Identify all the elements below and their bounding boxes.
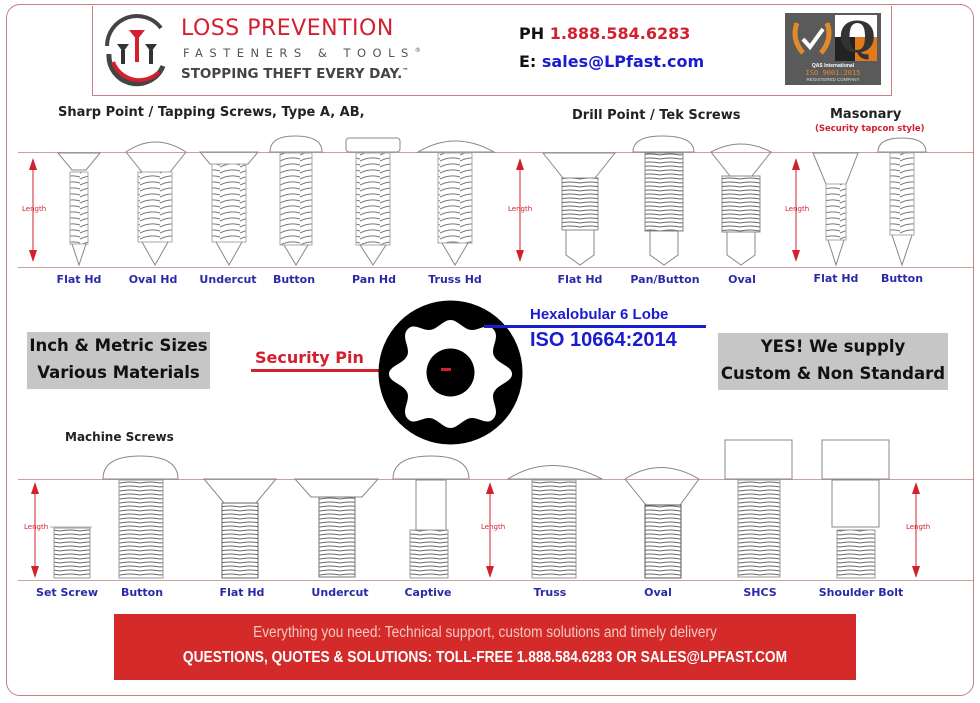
brand-subtitle-text: FASTENERS & TOOLS bbox=[183, 46, 415, 60]
length-label: Length bbox=[906, 523, 931, 531]
length-label: Length bbox=[508, 205, 533, 213]
tagline-text: STOPPING THEFT EVERY DAY. bbox=[181, 66, 403, 82]
iso-standard: ISO 10664:2014 bbox=[530, 329, 677, 351]
length-label: Length bbox=[22, 205, 47, 213]
trademark: ™ bbox=[402, 67, 409, 75]
screw-label: Captive bbox=[404, 586, 452, 599]
screw-label: Set Screw bbox=[36, 586, 98, 599]
screw-label: Flat Hd bbox=[219, 586, 265, 599]
banner-tagline: Everything you need: Technical support, custom solutions and timely delivery bbox=[253, 624, 717, 641]
screw-label: Flat Hd bbox=[557, 273, 603, 286]
cert-line2: ISO 9001:2015 bbox=[805, 69, 861, 77]
custom-standard-text: Custom & Non Standard bbox=[720, 364, 946, 383]
yes-supply-text: YES! We supply bbox=[760, 337, 906, 356]
screw-label: Shoulder Bolt bbox=[818, 586, 904, 599]
email-prefix: E: bbox=[519, 52, 537, 71]
screw-label: Button bbox=[880, 272, 924, 285]
screw-label: Flat Hd bbox=[813, 272, 859, 285]
length-label: Length bbox=[481, 523, 506, 531]
masonry-title: Masonary bbox=[830, 107, 902, 122]
length-label: Length bbox=[785, 205, 810, 213]
screw-label: Truss Hd bbox=[428, 273, 482, 286]
length-label: Length bbox=[24, 523, 49, 531]
screw-label: Undercut bbox=[311, 586, 369, 599]
screw-label: Undercut bbox=[199, 273, 257, 286]
masonry-subtitle: (Security tapcon style) bbox=[815, 124, 925, 134]
screw-label: Button bbox=[120, 586, 164, 599]
screw-label: SHCS bbox=[743, 586, 777, 599]
cert-line1: QAS International bbox=[811, 63, 855, 69]
screw-label: Oval bbox=[728, 273, 756, 286]
screw-label: Pan Hd bbox=[352, 273, 396, 286]
screw-label: Flat Hd bbox=[56, 273, 102, 286]
email-link[interactable]: sales@LPfast.com bbox=[541, 52, 705, 71]
tapping-title: Sharp Point / Tapping Screws, Type A, AB, bbox=[58, 105, 365, 120]
registered-mark: ® bbox=[414, 47, 421, 55]
screw-label: Pan/Button bbox=[630, 273, 700, 286]
drill-title: Drill Point / Tek Screws bbox=[572, 108, 741, 123]
length-arrow-icon bbox=[31, 482, 920, 578]
machine-title: Machine Screws bbox=[65, 430, 174, 444]
screw-label: Oval Hd bbox=[128, 273, 178, 286]
materials-text: Various Materials bbox=[37, 363, 200, 382]
screw-label: Oval bbox=[644, 586, 672, 599]
q-logo: Q bbox=[835, 15, 877, 61]
banner-contact[interactable]: QUESTIONS, QUOTES & SOLUTIONS: TOLL-FREE 1.888.584.6283 OR SALES@LPFAST.COM bbox=[182, 649, 788, 666]
contact-banner bbox=[114, 614, 856, 680]
cert-line3: REGISTERED COMPANY bbox=[806, 77, 860, 82]
hexalobular-title: Hexalobular 6 Lobe bbox=[530, 306, 669, 323]
phone-prefix: PH bbox=[519, 24, 545, 43]
security-pin-label: Security Pin bbox=[255, 348, 364, 367]
screw-label: Button bbox=[272, 273, 316, 286]
sizes-text: Inch & Metric Sizes bbox=[29, 336, 208, 355]
brand-name: LOSS PREVENTION bbox=[181, 16, 394, 41]
screw-label: Truss bbox=[533, 586, 567, 599]
phone-number[interactable]: 1.888.584.6283 bbox=[549, 24, 691, 43]
